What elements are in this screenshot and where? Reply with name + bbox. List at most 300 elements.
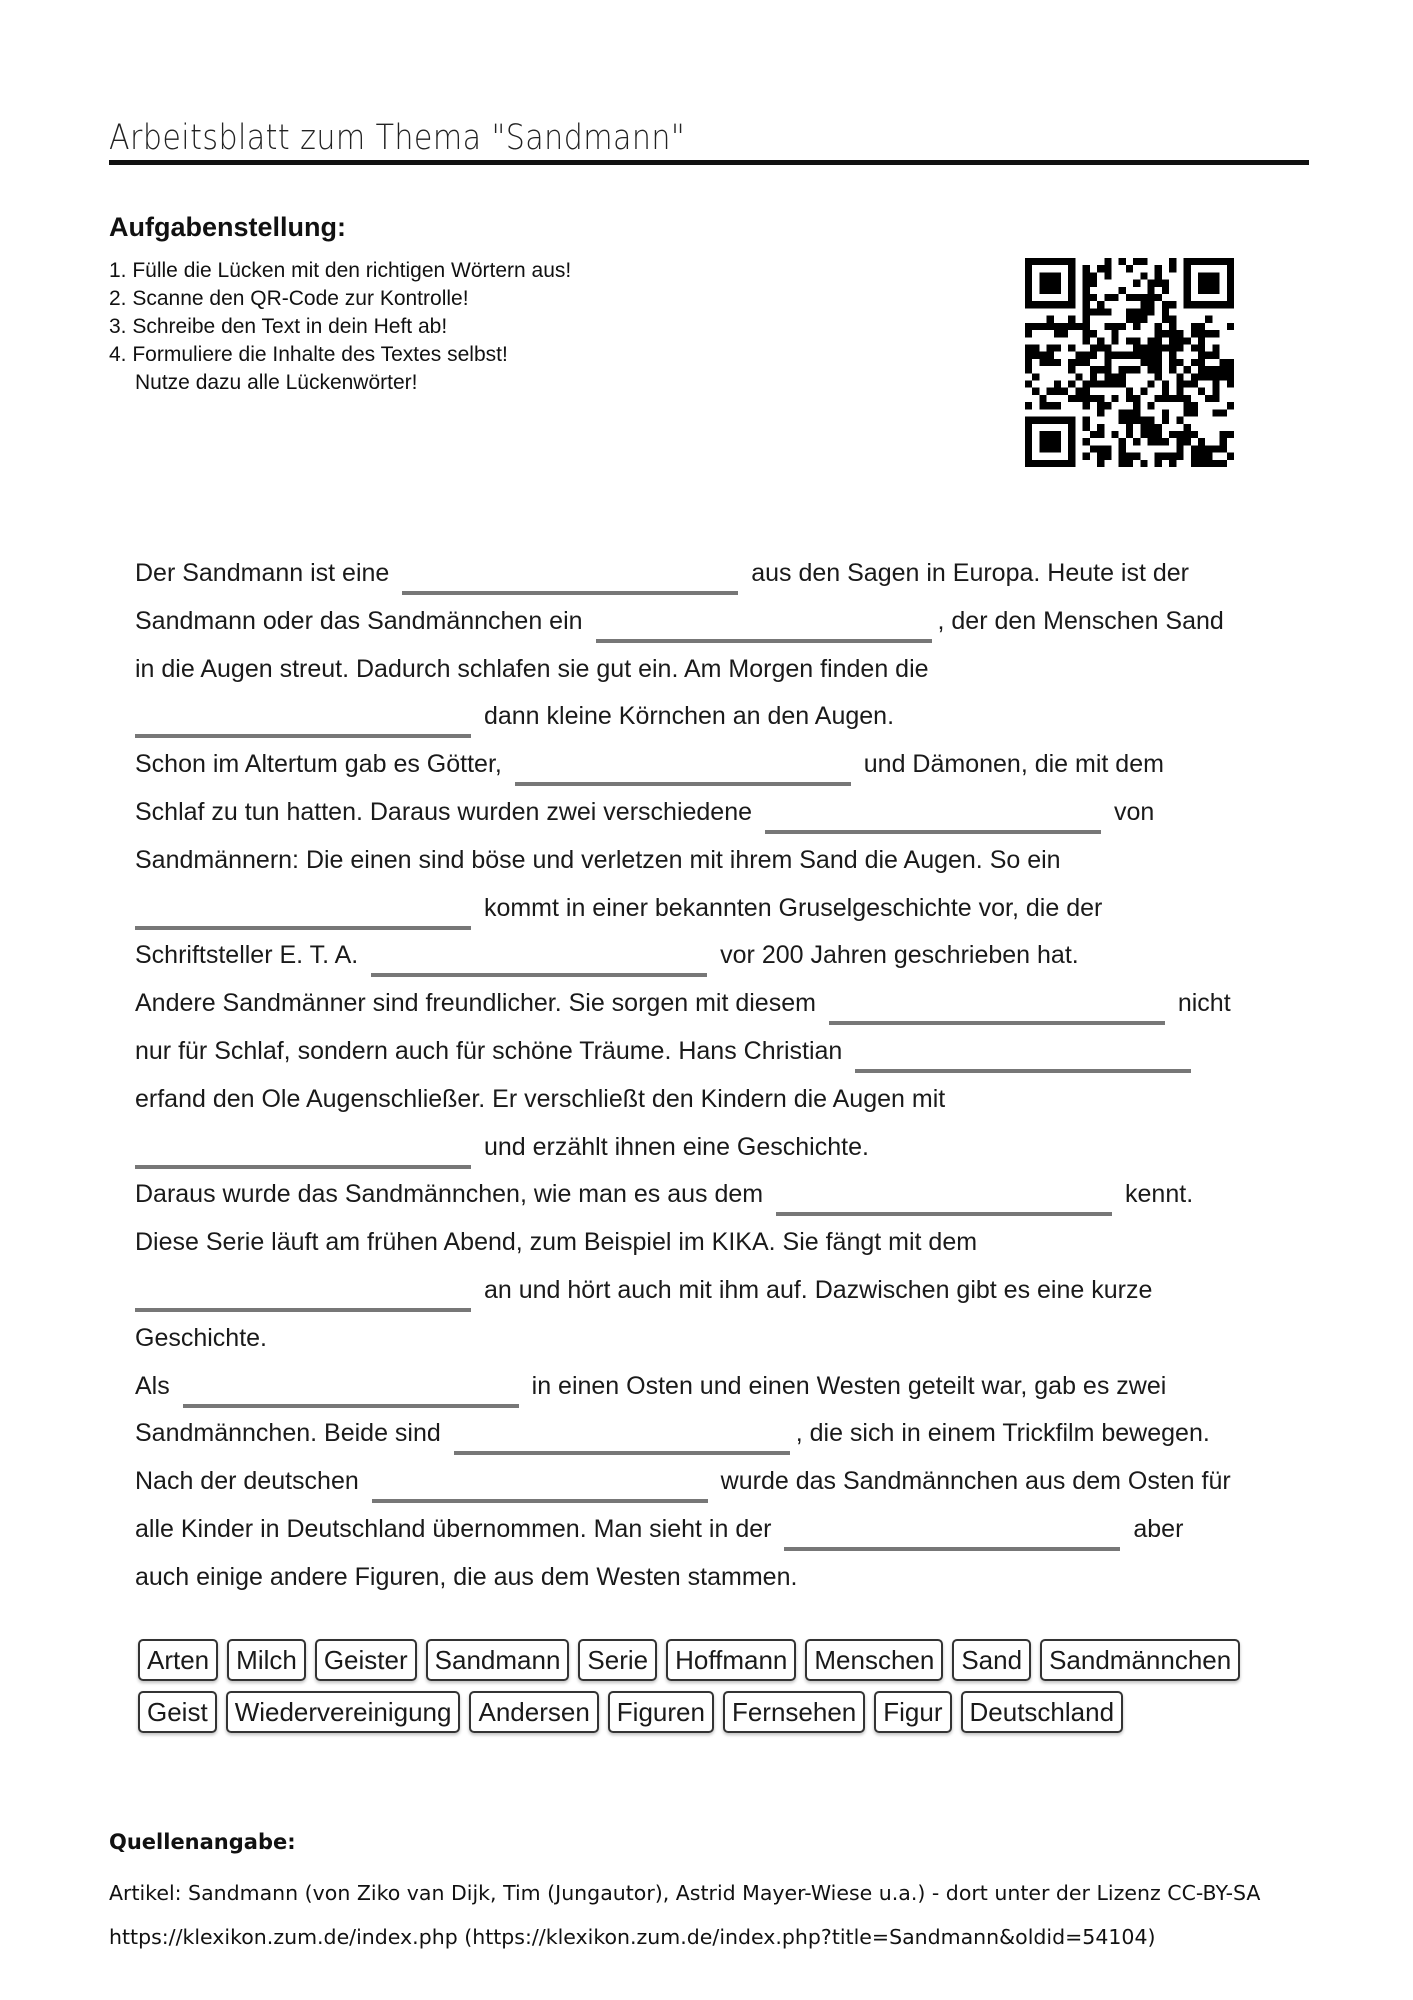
text-segment: Sandmännern: Die einen sind böse und verletzen mit ihrem Sand die Augen. So ein bbox=[135, 845, 1061, 874]
qr-module bbox=[1169, 431, 1176, 438]
text-segment: und Dämonen, die mit dem bbox=[863, 750, 1164, 779]
qr-module bbox=[1212, 445, 1219, 452]
qr-module bbox=[1097, 301, 1104, 308]
text-segment: in einen Osten und einen Westen geteilt war, gab es zwei bbox=[531, 1371, 1167, 1400]
task-item: 2. Scanne den QR-Code zur Kontrolle! bbox=[109, 287, 469, 310]
text-segment: Nach der deutschen bbox=[135, 1467, 359, 1496]
qr-module bbox=[1111, 373, 1118, 380]
qr-module bbox=[1198, 323, 1205, 330]
qr-module bbox=[1025, 453, 1032, 460]
text-line bbox=[135, 885, 1315, 933]
qr-module bbox=[1155, 395, 1162, 402]
source-link[interactable]: https://klexikon.zum.de/index.php (https://klexikon.zum.de/index.php?title=Sandmann&oldid=54104) bbox=[109, 1925, 1156, 1949]
qr-module bbox=[1191, 460, 1198, 467]
task-item: 4. Formuliere die Inhalte des Textes selbst! bbox=[109, 343, 508, 366]
blank-gap[interactable] bbox=[829, 1021, 1165, 1025]
qr-module bbox=[1083, 417, 1090, 424]
qr-module bbox=[1162, 287, 1169, 294]
qr-module bbox=[1047, 460, 1054, 467]
text-segment: Sandmann oder das Sandmännchen ein bbox=[135, 606, 583, 635]
text-segment: in die Augen streut. Dadurch schlafen sie gut ein. Am Morgen finden die bbox=[135, 654, 929, 683]
qr-module bbox=[1083, 424, 1090, 431]
qr-module bbox=[1133, 344, 1140, 351]
task-item: 3. Schreibe den Text in dein Heft ab! bbox=[109, 315, 448, 338]
qr-module bbox=[1212, 388, 1219, 395]
qr-module bbox=[1184, 395, 1191, 402]
word-chip[interactable]: Sandmann bbox=[426, 1639, 570, 1681]
qr-module bbox=[1220, 373, 1227, 380]
qr-module bbox=[1025, 402, 1032, 409]
word-chip[interactable]: Sandmännchen bbox=[1040, 1639, 1240, 1681]
qr-module bbox=[1169, 301, 1176, 308]
text-segment: und erzählt ihnen eine Geschichte. bbox=[483, 1132, 869, 1161]
qr-module bbox=[1191, 445, 1198, 452]
qr-module bbox=[1227, 359, 1234, 366]
text-line bbox=[135, 789, 1315, 837]
text-segment: wurde das Sandmännchen aus dem Osten für bbox=[720, 1467, 1231, 1496]
qr-module bbox=[1155, 280, 1162, 287]
qr-module bbox=[1039, 417, 1046, 424]
qr-module bbox=[1039, 287, 1046, 294]
qr-module bbox=[1212, 409, 1219, 416]
qr-module bbox=[1083, 438, 1090, 445]
qr-module bbox=[1083, 301, 1090, 308]
qr-module bbox=[1090, 381, 1097, 388]
qr-module bbox=[1148, 359, 1155, 366]
text-segment: Geschichte. bbox=[135, 1323, 268, 1352]
text-segment: , die sich in einem Trickfilm bewegen. bbox=[795, 1419, 1210, 1448]
qr-module bbox=[1047, 287, 1054, 294]
qr-module bbox=[1162, 344, 1169, 351]
qr-module bbox=[1054, 344, 1061, 351]
qr-module bbox=[1212, 280, 1219, 287]
qr-module bbox=[1140, 308, 1147, 315]
qr-module bbox=[1148, 294, 1155, 301]
qr-module bbox=[1191, 258, 1198, 265]
text-line bbox=[135, 646, 1315, 694]
qr-module bbox=[1176, 445, 1183, 452]
qr-module bbox=[1198, 445, 1205, 452]
qr-module bbox=[1184, 381, 1191, 388]
text-segment: dann kleine Körnchen an den Augen. bbox=[483, 702, 895, 731]
qr-module bbox=[1097, 431, 1104, 438]
text-segment: aber bbox=[1133, 1514, 1184, 1543]
qr-module bbox=[1104, 359, 1111, 366]
qr-module bbox=[1047, 431, 1054, 438]
qr-module bbox=[1068, 287, 1075, 294]
qr-module bbox=[1083, 323, 1090, 330]
word-chip[interactable]: Serie bbox=[578, 1639, 657, 1681]
qr-module bbox=[1039, 445, 1046, 452]
blank-gap[interactable] bbox=[183, 1404, 519, 1408]
text-line bbox=[135, 1506, 1315, 1554]
qr-code-icon[interactable] bbox=[1025, 258, 1234, 467]
text-segment: von bbox=[1113, 797, 1155, 826]
qr-module bbox=[1032, 301, 1039, 308]
qr-module bbox=[1054, 287, 1061, 294]
text-segment: kennt. bbox=[1125, 1180, 1194, 1209]
text-segment: an und hört auch mit ihm auf. Dazwischen gibt es eine kurze bbox=[483, 1275, 1153, 1304]
qr-module bbox=[1220, 409, 1227, 416]
qr-module bbox=[1119, 258, 1126, 265]
qr-module bbox=[1176, 438, 1183, 445]
qr-module bbox=[1205, 373, 1212, 380]
qr-module bbox=[1155, 265, 1162, 272]
qr-module bbox=[1133, 258, 1140, 265]
qr-module bbox=[1104, 402, 1111, 409]
qr-module bbox=[1097, 395, 1104, 402]
qr-module bbox=[1104, 265, 1111, 272]
qr-module bbox=[1184, 258, 1191, 265]
text-segment: nicht bbox=[1177, 989, 1231, 1018]
qr-module bbox=[1068, 294, 1075, 301]
word-chip[interactable]: Arten bbox=[138, 1639, 218, 1681]
qr-module bbox=[1227, 381, 1234, 388]
qr-module bbox=[1155, 272, 1162, 279]
word-chip[interactable]: Sand bbox=[952, 1639, 1031, 1681]
qr-module bbox=[1176, 330, 1183, 337]
qr-module bbox=[1047, 316, 1054, 323]
qr-module bbox=[1212, 366, 1219, 373]
word-chip[interactable]: Geister bbox=[315, 1639, 417, 1681]
blank-gap[interactable] bbox=[515, 782, 851, 786]
qr-module bbox=[1025, 445, 1032, 452]
qr-module bbox=[1148, 424, 1155, 431]
qr-module bbox=[1083, 265, 1090, 272]
qr-module bbox=[1025, 417, 1032, 424]
qr-module bbox=[1090, 431, 1097, 438]
blank-gap[interactable] bbox=[372, 1499, 708, 1503]
blank-gap[interactable] bbox=[135, 1308, 471, 1312]
text-line bbox=[135, 1028, 1315, 1076]
qr-module bbox=[1039, 301, 1046, 308]
qr-module bbox=[1090, 272, 1097, 279]
qr-module bbox=[1162, 280, 1169, 287]
qr-module bbox=[1068, 280, 1075, 287]
qr-module bbox=[1169, 359, 1176, 366]
qr-module bbox=[1047, 272, 1054, 279]
text-segment: Schon im Altertum gab es Götter, bbox=[135, 750, 502, 779]
qr-module bbox=[1054, 381, 1061, 388]
qr-module bbox=[1068, 359, 1075, 366]
qr-module bbox=[1119, 323, 1126, 330]
qr-module bbox=[1126, 366, 1133, 373]
qr-module bbox=[1068, 301, 1075, 308]
qr-module bbox=[1133, 337, 1140, 344]
qr-module bbox=[1212, 381, 1219, 388]
text-line bbox=[135, 1267, 1315, 1315]
qr-module bbox=[1068, 460, 1075, 467]
blank-gap[interactable] bbox=[135, 1165, 471, 1169]
qr-module bbox=[1227, 323, 1234, 330]
qr-module bbox=[1025, 460, 1032, 467]
qr-module bbox=[1083, 388, 1090, 395]
qr-module bbox=[1075, 388, 1082, 395]
word-chip[interactable]: Deutschland bbox=[961, 1691, 1124, 1733]
text-segment: Schlaf zu tun hatten. Daraus wurden zwei verschiedene bbox=[135, 797, 753, 826]
qr-module bbox=[1061, 330, 1068, 337]
qr-module bbox=[1111, 337, 1118, 344]
qr-module bbox=[1191, 359, 1198, 366]
qr-module bbox=[1184, 409, 1191, 416]
qr-module bbox=[1104, 344, 1111, 351]
word-chip[interactable]: Figur bbox=[874, 1691, 951, 1733]
qr-module bbox=[1169, 323, 1176, 330]
qr-module bbox=[1054, 460, 1061, 467]
text-line bbox=[135, 693, 1315, 741]
word-chip[interactable]: Geist bbox=[138, 1691, 217, 1733]
qr-module bbox=[1205, 287, 1212, 294]
qr-module bbox=[1111, 431, 1118, 438]
qr-module bbox=[1097, 308, 1104, 315]
word-bank bbox=[138, 1639, 1298, 1743]
qr-module bbox=[1191, 373, 1198, 380]
qr-module bbox=[1083, 287, 1090, 294]
qr-module bbox=[1148, 301, 1155, 308]
qr-module bbox=[1205, 316, 1212, 323]
qr-module bbox=[1162, 316, 1169, 323]
qr-module bbox=[1126, 460, 1133, 467]
qr-module bbox=[1054, 402, 1061, 409]
qr-module bbox=[1212, 301, 1219, 308]
qr-module bbox=[1133, 417, 1140, 424]
blank-gap[interactable] bbox=[596, 639, 932, 643]
qr-module bbox=[1054, 323, 1061, 330]
qr-module bbox=[1169, 366, 1176, 373]
qr-module bbox=[1083, 352, 1090, 359]
qr-module bbox=[1025, 294, 1032, 301]
text-line bbox=[135, 1458, 1315, 1506]
blank-gap[interactable] bbox=[765, 830, 1101, 834]
qr-module bbox=[1104, 453, 1111, 460]
qr-module bbox=[1140, 316, 1147, 323]
qr-module bbox=[1169, 395, 1176, 402]
qr-module bbox=[1061, 417, 1068, 424]
qr-module bbox=[1227, 402, 1234, 409]
qr-module bbox=[1184, 438, 1191, 445]
qr-module bbox=[1205, 301, 1212, 308]
text-segment: Sandmännchen. Beide sind bbox=[135, 1419, 441, 1448]
qr-module bbox=[1126, 316, 1133, 323]
text-segment: Daraus wurde das Sandmännchen, wie man es aus dem bbox=[135, 1180, 764, 1209]
blank-gap[interactable] bbox=[784, 1547, 1120, 1551]
qr-module bbox=[1068, 417, 1075, 424]
qr-module bbox=[1162, 409, 1169, 416]
text-line bbox=[135, 1554, 1315, 1602]
text-line bbox=[135, 932, 1315, 980]
qr-module bbox=[1025, 366, 1032, 373]
qr-module bbox=[1140, 431, 1147, 438]
qr-module bbox=[1133, 438, 1140, 445]
word-chip[interactable]: Hoffmann bbox=[666, 1639, 796, 1681]
qr-module bbox=[1169, 337, 1176, 344]
qr-module bbox=[1068, 316, 1075, 323]
word-chip[interactable]: Fernsehen bbox=[723, 1691, 865, 1733]
qr-module bbox=[1184, 366, 1191, 373]
qr-module bbox=[1191, 409, 1198, 416]
word-chip[interactable]: Wiedervereinigung bbox=[226, 1691, 461, 1733]
qr-module bbox=[1212, 352, 1219, 359]
task-list bbox=[109, 257, 571, 397]
blank-gap[interactable] bbox=[135, 734, 471, 738]
text-segment: alle Kinder in Deutschland übernommen. Man sieht in der bbox=[135, 1514, 772, 1543]
qr-module bbox=[1025, 280, 1032, 287]
qr-module bbox=[1054, 330, 1061, 337]
qr-module bbox=[1119, 453, 1126, 460]
qr-module bbox=[1205, 445, 1212, 452]
qr-module bbox=[1148, 438, 1155, 445]
text-line bbox=[135, 837, 1315, 885]
qr-module bbox=[1205, 395, 1212, 402]
qr-module bbox=[1025, 258, 1032, 265]
qr-module bbox=[1104, 294, 1111, 301]
qr-module bbox=[1054, 417, 1061, 424]
qr-module bbox=[1090, 330, 1097, 337]
text-segment: , der den Menschen Sand bbox=[937, 606, 1224, 635]
text-segment: kommt in einer bekannten Gruselgeschichte vor, die der bbox=[483, 893, 1103, 922]
qr-module bbox=[1068, 381, 1075, 388]
task-item: Nutze dazu alle Lückenwörter! bbox=[135, 371, 418, 394]
qr-module bbox=[1025, 352, 1032, 359]
qr-module bbox=[1133, 316, 1140, 323]
blank-gap[interactable] bbox=[371, 973, 707, 977]
blank-gap[interactable] bbox=[855, 1069, 1191, 1073]
qr-module bbox=[1054, 445, 1061, 452]
page-title: Arbeitsblatt zum Thema "Sandmann" bbox=[109, 118, 686, 158]
word-chip[interactable]: Menschen bbox=[805, 1639, 943, 1681]
qr-module bbox=[1205, 330, 1212, 337]
qr-module bbox=[1104, 272, 1111, 279]
qr-module bbox=[1032, 460, 1039, 467]
qr-module bbox=[1184, 272, 1191, 279]
qr-module bbox=[1227, 453, 1234, 460]
qr-module bbox=[1205, 280, 1212, 287]
qr-module bbox=[1097, 409, 1104, 416]
qr-module bbox=[1133, 409, 1140, 416]
qr-module bbox=[1119, 381, 1126, 388]
qr-module bbox=[1155, 431, 1162, 438]
text-line bbox=[135, 598, 1315, 646]
qr-module bbox=[1025, 359, 1032, 366]
blank-gap[interactable] bbox=[402, 591, 738, 595]
qr-module bbox=[1155, 438, 1162, 445]
text-line bbox=[135, 1410, 1315, 1458]
qr-module bbox=[1140, 460, 1147, 467]
qr-module bbox=[1220, 445, 1227, 452]
qr-module bbox=[1047, 359, 1054, 366]
qr-module bbox=[1169, 330, 1176, 337]
blank-gap[interactable] bbox=[776, 1212, 1112, 1216]
qr-module bbox=[1133, 323, 1140, 330]
qr-module bbox=[1032, 323, 1039, 330]
qr-module bbox=[1090, 308, 1097, 315]
blank-gap[interactable] bbox=[454, 1451, 790, 1455]
qr-module bbox=[1133, 352, 1140, 359]
qr-module bbox=[1205, 272, 1212, 279]
qr-module bbox=[1133, 366, 1140, 373]
qr-module bbox=[1025, 301, 1032, 308]
qr-module bbox=[1126, 431, 1133, 438]
qr-module bbox=[1155, 359, 1162, 366]
qr-module bbox=[1104, 381, 1111, 388]
qr-module bbox=[1184, 265, 1191, 272]
qr-module bbox=[1191, 381, 1198, 388]
qr-module bbox=[1162, 330, 1169, 337]
qr-module bbox=[1068, 272, 1075, 279]
qr-module bbox=[1083, 280, 1090, 287]
qr-module bbox=[1054, 280, 1061, 287]
qr-module bbox=[1212, 287, 1219, 294]
qr-module bbox=[1227, 265, 1234, 272]
qr-module bbox=[1198, 337, 1205, 344]
qr-module bbox=[1162, 438, 1169, 445]
qr-module bbox=[1061, 301, 1068, 308]
qr-module bbox=[1104, 373, 1111, 380]
qr-module bbox=[1039, 431, 1046, 438]
qr-module bbox=[1083, 395, 1090, 402]
word-chip[interactable]: Figuren bbox=[608, 1691, 714, 1733]
qr-module bbox=[1097, 265, 1104, 272]
qr-module bbox=[1176, 395, 1183, 402]
qr-module bbox=[1205, 352, 1212, 359]
text-line bbox=[135, 1315, 1315, 1363]
qr-module bbox=[1126, 294, 1133, 301]
qr-module bbox=[1047, 301, 1054, 308]
qr-module bbox=[1212, 460, 1219, 467]
qr-module bbox=[1061, 258, 1068, 265]
qr-module bbox=[1126, 337, 1133, 344]
qr-module bbox=[1047, 445, 1054, 452]
blank-gap[interactable] bbox=[135, 926, 471, 930]
qr-module bbox=[1133, 308, 1140, 315]
word-chip[interactable]: Milch bbox=[227, 1639, 306, 1681]
qr-module bbox=[1097, 445, 1104, 452]
qr-module bbox=[1140, 417, 1147, 424]
qr-module bbox=[1176, 381, 1183, 388]
qr-module bbox=[1104, 258, 1111, 265]
qr-module bbox=[1032, 388, 1039, 395]
qr-module bbox=[1068, 366, 1075, 373]
qr-module bbox=[1068, 323, 1075, 330]
text-line bbox=[135, 1076, 1315, 1124]
qr-module bbox=[1090, 445, 1097, 452]
task-item: 1. Fülle die Lücken mit den richtigen Wörtern aus! bbox=[109, 259, 572, 282]
qr-module bbox=[1075, 323, 1082, 330]
qr-module bbox=[1155, 453, 1162, 460]
qr-module bbox=[1227, 301, 1234, 308]
qr-module bbox=[1148, 337, 1155, 344]
qr-module bbox=[1039, 395, 1046, 402]
qr-module bbox=[1119, 352, 1126, 359]
qr-module bbox=[1126, 417, 1133, 424]
qr-module bbox=[1212, 272, 1219, 279]
qr-module bbox=[1184, 424, 1191, 431]
qr-module bbox=[1140, 272, 1147, 279]
word-chip[interactable]: Andersen bbox=[469, 1691, 598, 1733]
qr-module bbox=[1097, 453, 1104, 460]
qr-module bbox=[1119, 460, 1126, 467]
qr-module bbox=[1140, 258, 1147, 265]
qr-module bbox=[1205, 366, 1212, 373]
qr-module bbox=[1140, 424, 1147, 431]
qr-module bbox=[1227, 431, 1234, 438]
qr-module bbox=[1068, 438, 1075, 445]
qr-module bbox=[1090, 294, 1097, 301]
qr-module bbox=[1104, 352, 1111, 359]
qr-module bbox=[1176, 431, 1183, 438]
qr-module bbox=[1025, 287, 1032, 294]
qr-module bbox=[1220, 366, 1227, 373]
